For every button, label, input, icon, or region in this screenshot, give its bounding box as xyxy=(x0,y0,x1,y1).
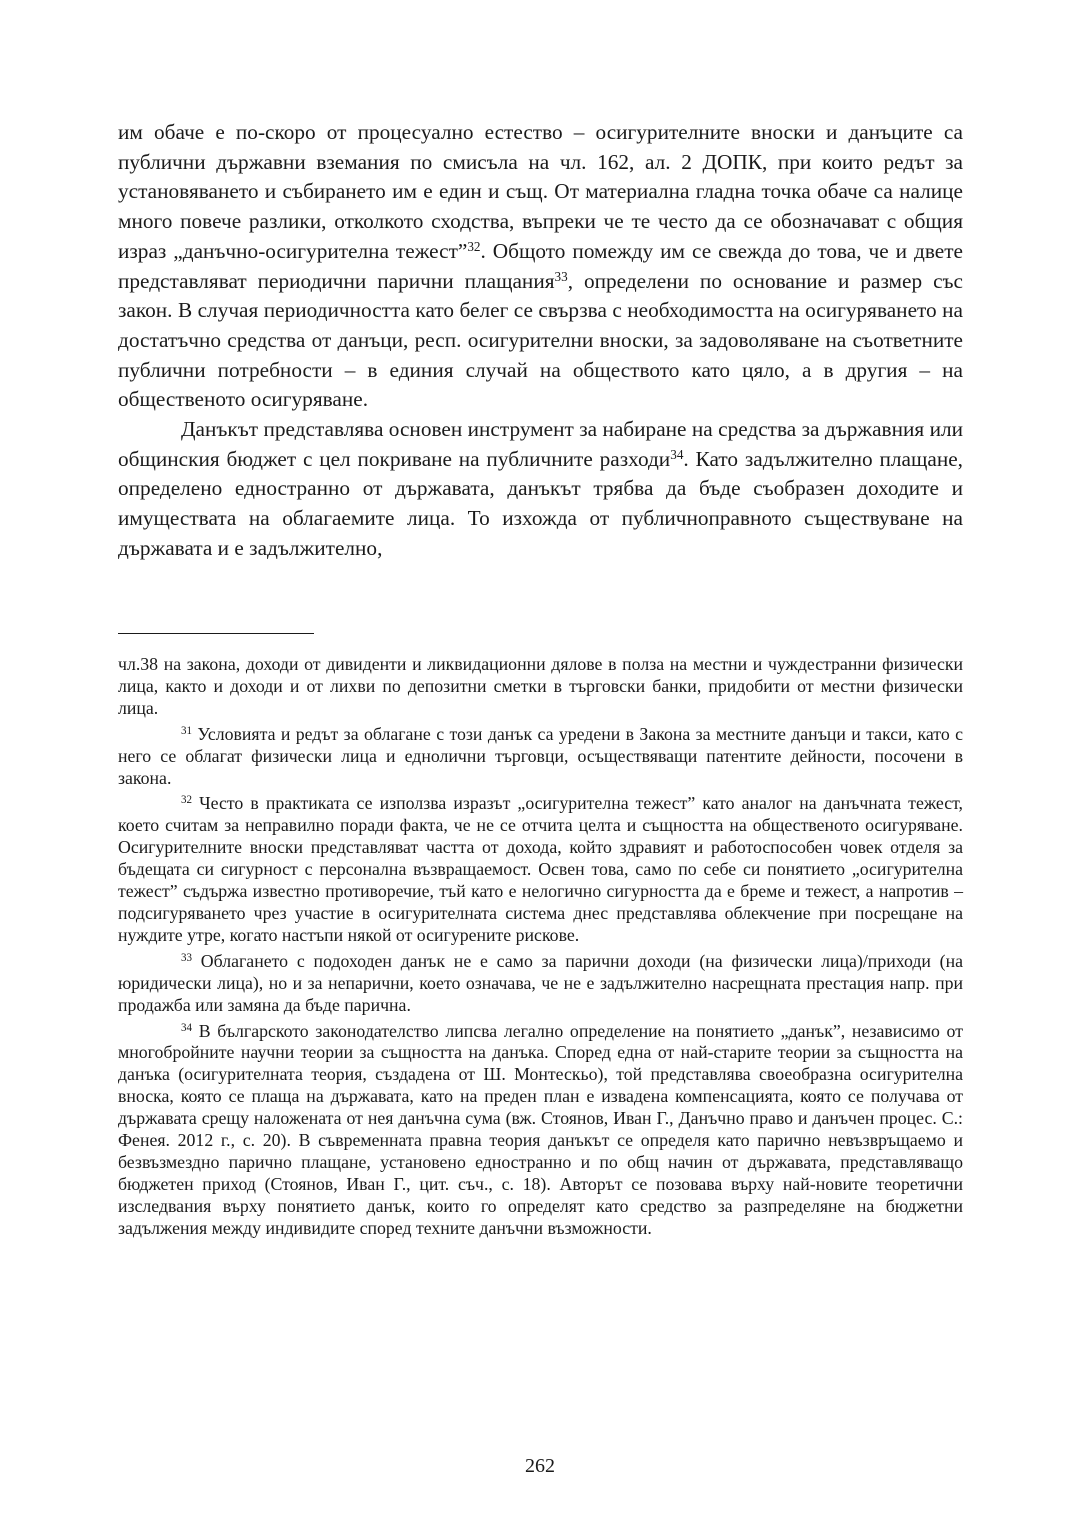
footnote-continuation: чл.38 на закона, доходи от дивиденти и ликвидационни дялове в полза на местни и чуждестранни физически лица, както и доходи и от лихви по депозитни сметки в търговски банки, придобити от местни физически лица. xyxy=(118,654,963,718)
footnote-ref-33[interactable]: 33 xyxy=(554,268,568,284)
footnote-number: 32 xyxy=(181,794,193,807)
footnote-ref-34[interactable]: 34 xyxy=(670,446,684,462)
paragraph-2: Данъкът представлява основен инструмент за набиране на средства за държавния или общинския бюджет с цел покриване на публичните разходи$^{34}$. Като задължително плащане, определено едностранно от държавата, данъкът трябва да бъде съобразен доходите и имуществата на облагаемите лица. То изхожда от публичноправното съществуване на държавата и е задължително, xyxy=(118,417,964,560)
footnote-number: 33 xyxy=(181,951,193,964)
footnotes xyxy=(118,654,963,1244)
page-number: 262 xyxy=(525,1455,555,1477)
footnote-separator xyxy=(118,633,314,634)
footnote-31: $^{31}$ Условията и редът за облагане с този данък са уредени в Закона за местните данъци и такси, като с него се облагат физически лица и еднолични търговци, осъществяващи патентите дейности, посочени в закона. xyxy=(118,723,963,788)
footnote-34: $^{34}$ В българското законодателство липсва легално определение на понятието „данък”, независимо от многобройните научни теории за същността на данъка. Според една от най-старите теории за същността на данъка (осигурителната теория, създадена от Ш. Монтескьо), той представлява своеобразна осигурителна вноска, която се плаща на държавата, като на преден план е извадена компенсацията, която се получава от държавата срещу наложената от нея данъчна сума (вж. Стоянов, Иван Г., Данъчно право и данъчен процес. С.: Фенея. 2012 г., с. 20). В съвременната правна теория данъкът се определя като парично невъзвръщаемо и безвъзмездно парично плащане, установено едностранно и по общ начин от държавата, представляващо бюджетен приход (Стоянов, Иван Г., цит. съч., с. 18). Авторът се позовава върху най-новите теоретични изследвания върху понятието данък, които го определят като средство за разпределяне на бюджетни задължения между индивидите според техните данъчни възможности. xyxy=(118,1020,963,1238)
footnote-ref-32[interactable]: 32 xyxy=(467,238,481,254)
footnote-number: 31 xyxy=(181,724,193,737)
footnote-33: $^{33}$ Облагането с подоходен данък не е само за парични доходи (на физически лица)/приходи (на юридически лица), но и за непарични, което означава, че не е задължително насрещната престация напр. при продажба или замяна да бъде парична. xyxy=(118,950,963,1015)
footnote-number: 34 xyxy=(181,1021,193,1034)
paragraph-1: им обаче е по-скоро от процесуално естество – осигурителните вноски и данъците са публични държавни вземания по смисъла на чл. 162, ал. 2 ДОПК, при които редът за установяването и събирането им е един и същ. От материална гладна точка обаче са налице много повече разлики, отколкото сходства, въпреки че те често да се обозначават с общия израз „данъчно-осигурителна тежест”$^{32}$. Общото помежду им се свежда до това, че и двете представляват периодични парични плащания$^{33}$, определени по основание и размер със закон. В случая периодичността като белег се свързва с необходимостта на осигуряването на достатъчно средства от данъци, респ. осигурителни вноски, за задоволяване на съответните публични потребности – в единия случай на обществото като цяло, а в другия – на общественото осигуряване. xyxy=(118,120,963,412)
footnote-32: $^{32}$ Често в практиката се използва изразът „осигурителна тежест” като аналог на данъчната тежест, което считам за неправилно поради факта, че не се отчита целта и същността на общественото осигуряване. Осигурителните вноски представляват частта от дохода, който здравият и работоспособен човек отделя за бъдещата си сигурност с персонална възвращаемост. Освен това, само по себе си понятието „осигурителна тежест” съдържа известно противоречие, тъй като е нелогично сигурността да е бреме и тежест, а напротив – подсигуряването чрез участие в осигурителната система днес представлява облекчение при посрещане на нуждите утре, когато настъпи някой от осигурените рискове. xyxy=(118,793,963,945)
main-text xyxy=(118,118,963,564)
